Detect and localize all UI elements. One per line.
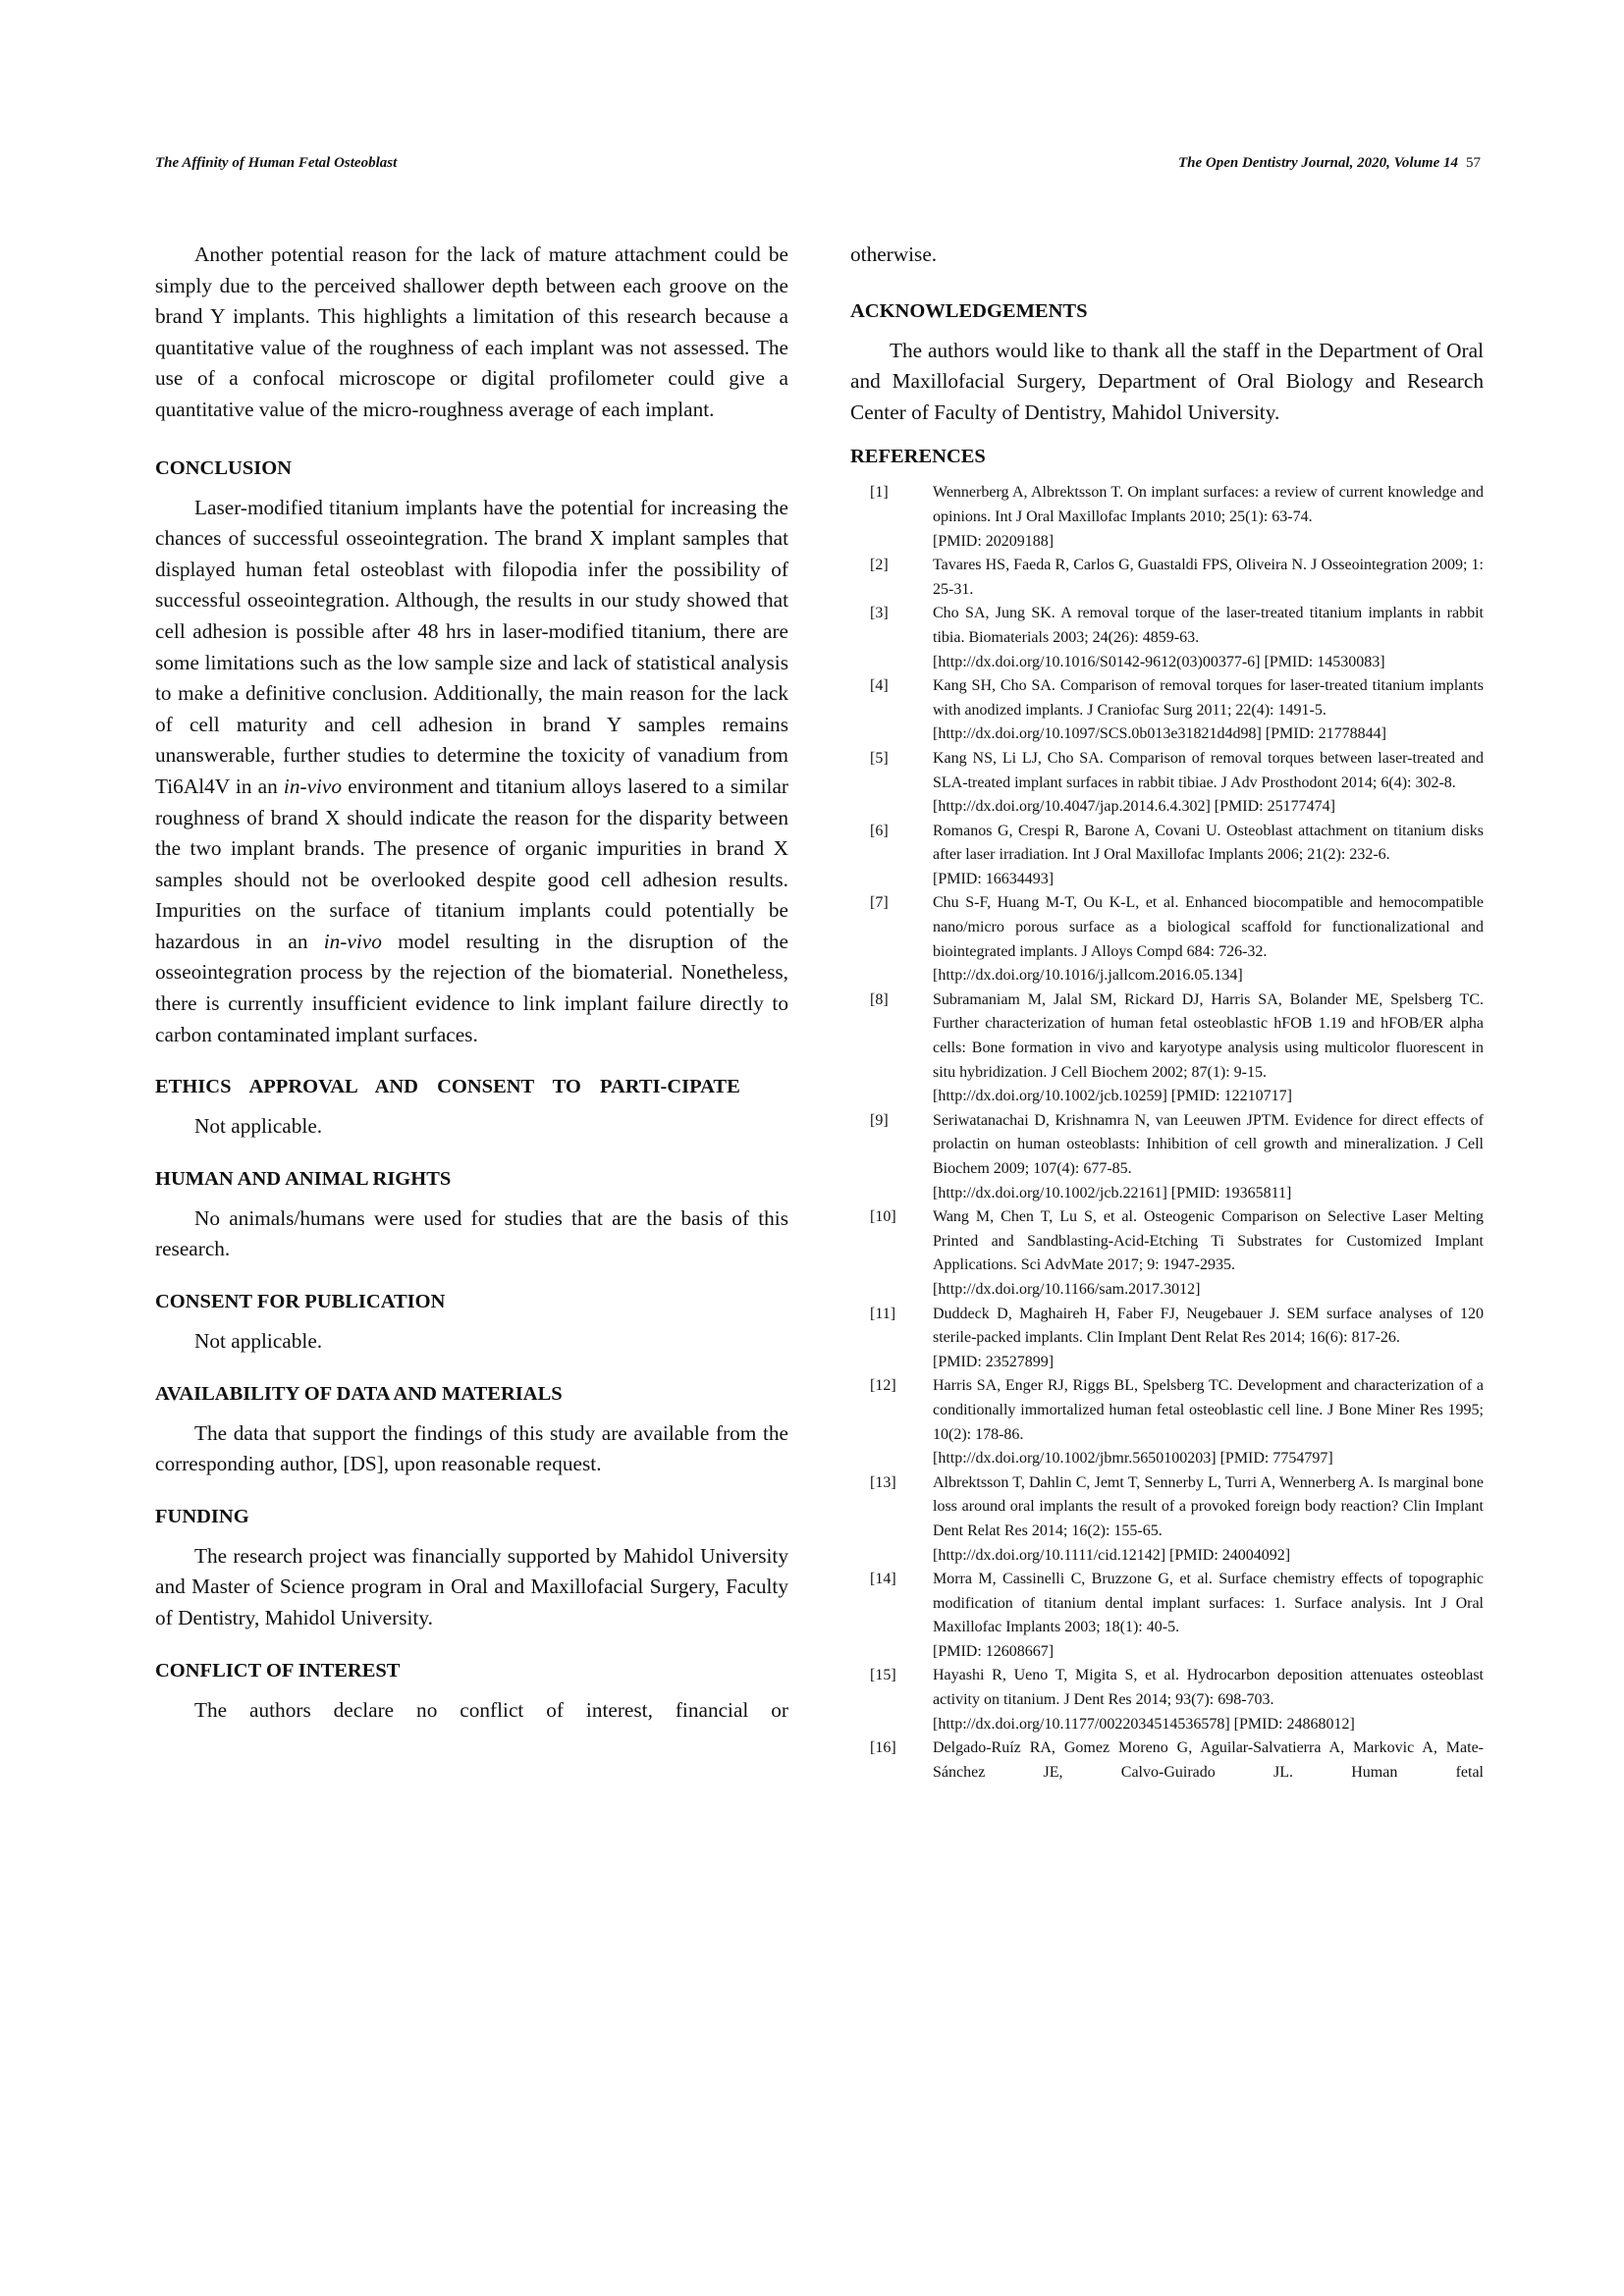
ethics-text: Not applicable. (194, 1114, 323, 1139)
reference-text: Seriwatanachai D, Krishnamra N, van Leeuwen JPTM. Evidence for direct effects of prolactin on human osteoblasts: Inhibition of cell growth and mineralization. J Cell Biochem 2009; 107(4): 677-85. (933, 1111, 1484, 1177)
reference-item (850, 602, 1484, 674)
reference-item (850, 1109, 1484, 1205)
acknowledgements-text: The authors would like to thank all the staff in the Department of Oral and Maxillofacial Surgery, Department of Oral Biology and Research Center of Faculty of Dentistry, Mahidol University. (850, 338, 1484, 424)
reference-ids[interactable]: [http://dx.doi.org/10.1002/jcb.22161] [PMID: 19365811] (933, 1184, 1292, 1201)
reference-ids[interactable]: [http://dx.doi.org/10.4047/jap.2014.6.4.302] [PMID: 25177474] (933, 798, 1335, 816)
running-header (155, 155, 1481, 179)
right-column (850, 240, 1484, 1785)
reference-item (850, 1664, 1484, 1736)
availability-heading: AVAILABILITY OF DATA AND MATERIALS (155, 1382, 563, 1405)
reference-number: [13] (870, 1473, 896, 1491)
funding-text: The research project was financially supported by Mahidol University and Master of Science program in Oral and Maxillofacial Surgery, Faculty of Dentistry, Mahidol University. (155, 1543, 788, 1629)
reference-text: Delgado-Ruíz RA, Gomez Moreno G, Aguilar-Salvatierra A, Markovic A, Mate-Sánchez JE, Calvo-Guirado JL. Human fetal (933, 1739, 1484, 1781)
reference-text: Wennerberg A, Albrektsson T. On implant surfaces: a review of current knowledge and opinions. Int J Oral Maxillofac Implants 2010; 25(1): 63-74. (933, 484, 1484, 525)
reference-text: Cho SA, Jung SK. A removal torque of the laser-treated titanium implants in rabbit tibia. Biomaterials 2003; 24(26): 4859-63. (933, 605, 1484, 646)
reference-item (850, 481, 1484, 554)
reference-text: Hayashi R, Ueno T, Migita S, et al. Hydrocarbon deposition attenuates osteoblast activity on titanium. J Dent Res 2014; 93(7): 698-703. (933, 1667, 1484, 1709)
reference-number: [4] (870, 677, 889, 695)
conclusion-italic-1: in-vivo (283, 774, 343, 798)
reference-ids[interactable]: [http://dx.doi.org/10.1166/sam.2017.3012] (933, 1280, 1201, 1298)
reference-ids[interactable]: [PMID: 20209188] (933, 532, 1055, 550)
reference-item (850, 891, 1484, 988)
consent-publication-heading: CONSENT FOR PUBLICATION (155, 1291, 446, 1313)
intro-paragraph: Another potential reason for the lack of mature attachment could be simply due to the perceived shallower depth between each groove on the brand Y implants. This highlights a limitation of this research because a quantitative value of the roughness of each implant was not assessed. The use of a confocal microscope or digital profilometer could give a quantitative value of the micro-roughness average of each implant. (155, 242, 788, 421)
availability-text: The data that support the findings of this study are available from the corresponding author, [DS], upon reasonable request. (155, 1420, 788, 1476)
reference-number: [16] (870, 1739, 896, 1757)
references-heading: REFERENCES (850, 446, 986, 468)
reference-item (850, 988, 1484, 1109)
reference-number: [10] (870, 1208, 896, 1226)
reference-item (850, 1205, 1484, 1302)
reference-list (850, 481, 1484, 1785)
reference-number: [9] (870, 1111, 889, 1129)
reference-item (850, 747, 1484, 820)
page-number: 57 (1466, 155, 1481, 171)
reference-number: [8] (870, 990, 889, 1008)
reference-number: [14] (870, 1571, 896, 1588)
conflict-heading: CONFLICT OF INTEREST (155, 1659, 401, 1682)
consent-publication-text: Not applicable. (194, 1329, 323, 1354)
reference-item (850, 1736, 1484, 1785)
reference-item (850, 554, 1484, 602)
conclusion-text-1: Laser-modified titanium implants have the potential for increasing the chances of successful osseointegration. The brand X implant samples that displayed human fetal osteoblast with filopodia infer the possibility of successful osseointegration. Although, the results in our study showed that cell adhesion is possible after 48 hrs in laser-modified titanium, there are some limitations such as the low sample size and lack of statistical analysis to make a definitive conclusion. Additionally, the main reason for the lack of cell maturity and cell adhesion in brand Y samples remains unanswerable, further studies to determine the toxicity of vanadium from Ti6Al4V in an (155, 495, 788, 798)
reference-text: Romanos G, Crespi R, Barone A, Covani U. Osteoblast attachment on titanium disks after laser irradiation. Int J Oral Maxillofac Implants 2006; 21(2): 232-6. (933, 822, 1484, 864)
reference-text: Harris SA, Enger RJ, Riggs BL, Spelsberg TC. Development and characterization of a conditionally immortalized human fetal osteoblastic cell line. J Bone Miner Res 1995; 10(2): 178-86. (933, 1377, 1484, 1443)
reference-number: [6] (870, 822, 889, 839)
conclusion-paragraph (155, 493, 788, 1051)
reference-ids[interactable]: [http://dx.doi.org/10.1002/jbmr.5650100203] [PMID: 7754797] (933, 1450, 1333, 1468)
reference-number: [2] (870, 557, 889, 574)
reference-text: Tavares HS, Faeda R, Carlos G, Guastaldi FPS, Oliveira N. J Osseointegration 2009; 1: 25-31. (933, 557, 1484, 598)
reference-number: [7] (870, 894, 889, 912)
reference-ids[interactable]: [http://dx.doi.org/10.1002/jcb.10259] [PMID: 12210717] (933, 1088, 1292, 1105)
conclusion-italic-2: in-vivo (323, 929, 382, 953)
reference-number: [11] (870, 1305, 896, 1322)
reference-item (850, 1374, 1484, 1470)
conflict-text: The authors declare no conflict of interest, financial or (194, 1697, 788, 1722)
left-column (155, 240, 788, 1726)
reference-number: [5] (870, 749, 889, 767)
journal-name: The Open Dentistry Journal, 2020, Volume 14 (1177, 155, 1458, 171)
reference-ids[interactable]: [http://dx.doi.org/10.1016/j.jallcom.2016.05.134] (933, 967, 1243, 985)
reference-item (850, 674, 1484, 747)
reference-ids[interactable]: [http://dx.doi.org/10.1097/SCS.0b013e31821d4d98] [PMID: 21778844] (933, 725, 1386, 743)
reference-number: [15] (870, 1667, 896, 1684)
reference-text: Albrektsson T, Dahlin C, Jemt T, Sennerby L, Turri A, Wennerberg A. Is marginal bone loss around oral implants the result of a provoked foreign body reaction? Clin Implant Dent Relat Res 2014; 16(2): 155-65. (933, 1473, 1484, 1539)
ethics-heading: ETHICS APPROVAL AND CONSENT TO PARTI-CIPATE (155, 1076, 740, 1098)
reference-number: [1] (870, 484, 889, 502)
journal-citation (1178, 155, 1481, 172)
reference-number: [3] (870, 605, 889, 622)
running-title: The Affinity of Human Fetal Osteoblast (155, 155, 398, 171)
funding-heading: FUNDING (155, 1505, 249, 1527)
reference-number: [12] (870, 1377, 896, 1395)
reference-ids[interactable]: [PMID: 16634493] (933, 870, 1055, 887)
reference-ids[interactable]: [http://dx.doi.org/10.1016/S0142-9612(03)00377-6] [PMID: 14530083] (933, 653, 1385, 670)
human-animal-rights-heading: HUMAN AND ANIMAL RIGHTS (155, 1167, 452, 1190)
reference-text: Kang NS, Li LJ, Cho SA. Comparison of removal torques between laser-treated and SLA-treated implant surfaces in rabbit tibiae. J Adv Prosthodont 2014; 6(4): 302-8. (933, 749, 1484, 791)
reference-text: Subramaniam M, Jalal SM, Rickard DJ, Harris SA, Bolander ME, Spelsberg TC. Further characterization of human fetal osteoblastic hFOB 1.19 and hFOB/ER alpha cells: Bone formation in vivo and karyotype analysis using multicolor fluorescent in situ hybridization. J Cell Biochem 2002; 87(1): 9-15. (933, 990, 1484, 1081)
reference-item (850, 820, 1484, 892)
conclusion-text-2: environment and titanium alloys lasered to a similar roughness of brand X should indicate the reason for the disparity between the two implant brands. The presence of organic impurities in brand X samples should not be overlooked despite good cell adhesion results. Impurities on the surface of titanium implants could potentially be hazardous in an (155, 774, 789, 953)
reference-text: Wang M, Chen T, Lu S, et al. Osteogenic Comparison on Selective Laser Melting Printed and Sandblasting-Acid-Etching Ti Substrates for Customized Implant Applications. Sci AdvMate 2017; 9: 1947-2935. (933, 1208, 1484, 1274)
reference-ids[interactable]: [http://dx.doi.org/10.1111/cid.12142] [PMID: 24004092] (933, 1546, 1291, 1564)
reference-item (850, 1303, 1484, 1375)
reference-text: Chu S-F, Huang M-T, Ou K-L, et al. Enhanced biocompatible and hemocompatible nano/micro porous surface as a biological scaffold for functionalizational and biointegrated implants. J Alloys Compd 684: 726-32. (933, 894, 1484, 960)
conclusion-text-3: model resulting in the disruption of the osseointegration process by the rejection of the biomaterial. Nonetheless, there is currently insufficient evidence to link implant failure directly to carbon contaminated implant surfaces. (155, 929, 788, 1046)
reference-text: Kang SH, Cho SA. Comparison of removal torques for laser-treated titanium implants with anodized implants. J Craniofac Surg 2011; 22(4): 1491-5. (933, 677, 1484, 719)
reference-ids[interactable]: [http://dx.doi.org/10.1177/0022034514536578] [PMID: 24868012] (933, 1715, 1355, 1733)
conclusion-heading: CONCLUSION (155, 456, 292, 479)
human-animal-rights-text: No animals/humans were used for studies that are the basis of this research. (155, 1205, 788, 1261)
reference-item (850, 1471, 1484, 1568)
reference-ids[interactable]: [PMID: 12608667] (933, 1642, 1055, 1660)
acknowledgements-heading: ACKNOWLEDGEMENTS (850, 299, 1088, 322)
conflict-continuation: otherwise. (850, 242, 938, 266)
reference-text: Duddeck D, Maghaireh H, Faber FJ, Neugebauer J. SEM surface analyses of 120 sterile-packed implants. Clin Implant Dent Relat Res 2014; 16(6): 817-26. (933, 1305, 1484, 1347)
reference-item (850, 1568, 1484, 1664)
reference-text: Morra M, Cassinelli C, Bruzzone G, et al. Surface chemistry effects of topographic modification of titanium dental implant surfaces: 1. Surface analysis. Int J Oral Maxillofac Implants 2003; 18(1): 40-5. (933, 1571, 1484, 1636)
reference-ids[interactable]: [PMID: 23527899] (933, 1353, 1055, 1370)
